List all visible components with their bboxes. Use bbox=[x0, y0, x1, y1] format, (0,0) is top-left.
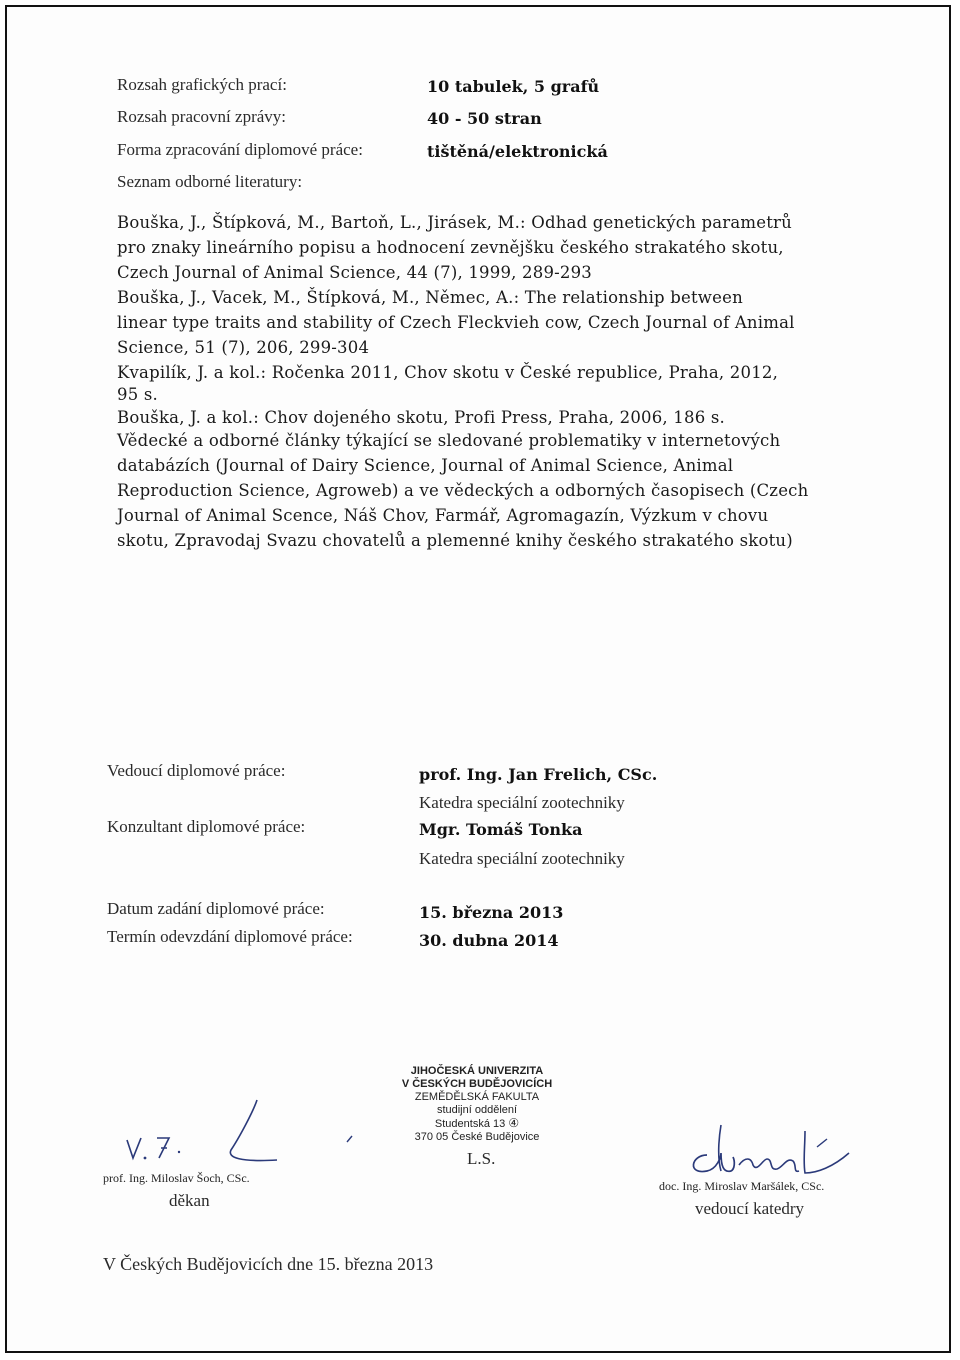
university-stamp bbox=[377, 1065, 577, 1144]
konzultant-department: Katedra speciální zootechniky bbox=[419, 849, 625, 868]
circled-number-icon: ④ bbox=[508, 1116, 520, 1130]
head-signature-icon bbox=[677, 1117, 867, 1187]
dean-name: prof. Ing. Miloslav Šoch, CSc. bbox=[103, 1171, 250, 1185]
ls-mark: L.S. bbox=[467, 1149, 496, 1168]
stamp-line: studijní oddělení bbox=[436, 1104, 518, 1116]
vedouci-department: Katedra speciální zootechniky bbox=[419, 793, 625, 812]
rozsah-zpravy-value: 40 - 50 stran bbox=[427, 109, 542, 128]
forma-label: Forma zpracování diplomové práce: bbox=[117, 140, 363, 159]
datum-zadani-label: Datum zadání diplomové práce: bbox=[107, 899, 325, 918]
reference-line: Reproduction Science, Agroweb) a ve vědeckých a odborných časopisech (Czech bbox=[117, 481, 809, 500]
konzultant-name: Mgr. Tomáš Tonka bbox=[419, 820, 583, 839]
reference-line: Kvapilík, J. a kol.: Ročenka 2011, Chov skotu v České republice, Praha, 2012, bbox=[117, 363, 779, 382]
forma-value: tištěná/elektronická bbox=[427, 142, 608, 161]
konzultant-label: Konzultant diplomové práce: bbox=[107, 817, 306, 836]
reference-line: linear type traits and stability of Czech Fleckvieh cow, Czech Journal of Animal bbox=[117, 313, 795, 332]
document-page bbox=[5, 5, 951, 1353]
termin-odevzdani-label: Termín odevzdání diplomové práce: bbox=[107, 927, 353, 946]
place-date: V Českých Budějovicích dne 15. března 2013 bbox=[103, 1254, 434, 1274]
reference-line: skotu, Zpravodaj Svazu chovatelů a plemenné knihy českého strakatého skotu) bbox=[117, 531, 793, 550]
reference-line: databázích (Journal of Dairy Science, Journal of Animal Science, Animal bbox=[117, 456, 734, 475]
reference-line: Czech Journal of Animal Science, 44 (7), 1999, 289-293 bbox=[117, 263, 593, 282]
dean-signature-icon bbox=[107, 1092, 367, 1172]
head-title: vedoucí katedry bbox=[695, 1199, 805, 1218]
head-name: doc. Ing. Miroslav Maršálek, CSc. bbox=[659, 1179, 825, 1193]
reference-line: pro znaky lineárního popisu a hodnocení zevnějšku českého strakatého skotu, bbox=[117, 238, 784, 257]
stamp-line: V ČESKÝCH BUDĚJOVICÍCH bbox=[401, 1078, 553, 1090]
seznam-literatury-label: Seznam odborné literatury: bbox=[117, 172, 303, 191]
stamp-line: JIHOČESKÁ UNIVERZITA bbox=[410, 1065, 544, 1077]
vedouci-label: Vedoucí diplomové práce: bbox=[107, 761, 286, 780]
stamp-line: Studentská 13 bbox=[434, 1118, 506, 1130]
vedouci-name: prof. Ing. Jan Frelich, CSc. bbox=[419, 765, 658, 784]
reference-line: Bouška, J., Vacek, M., Štípková, M., Němec, A.: The relationship between bbox=[117, 288, 743, 307]
dean-title: děkan bbox=[169, 1191, 210, 1210]
rozsah-grafickych-label: Rozsah grafických prací: bbox=[117, 75, 287, 94]
reference-line: Bouška, J. a kol.: Chov dojeného skotu, Profi Press, Praha, 2006, 186 s. bbox=[117, 408, 725, 427]
stamp-line: 370 05 České Budějovice bbox=[414, 1131, 540, 1143]
reference-line: 95 s. bbox=[117, 385, 158, 404]
reference-line: Journal of Animal Scence, Náš Chov, Farmář, Agromagazín, Výzkum v chovu bbox=[117, 506, 769, 525]
termin-odevzdani-value: 30. dubna 2014 bbox=[419, 931, 559, 950]
reference-line: Bouška, J., Štípková, M., Bartoň, L., Jirásek, M.: Odhad genetických parametrů bbox=[117, 213, 792, 232]
stamp-line: ZEMĚDĚLSKÁ FAKULTA bbox=[414, 1091, 540, 1103]
reference-line: Vědecké a odborné články týkající se sledované problematiky v internetových bbox=[117, 431, 781, 450]
reference-line: Science, 51 (7), 206, 299-304 bbox=[117, 338, 370, 357]
rozsah-grafickych-value: 10 tabulek, 5 grafů bbox=[427, 77, 600, 96]
stamp-line bbox=[377, 1117, 577, 1131]
rozsah-zpravy-label: Rozsah pracovní zprávy: bbox=[117, 107, 286, 126]
datum-zadani-value: 15. března 2013 bbox=[419, 903, 564, 922]
